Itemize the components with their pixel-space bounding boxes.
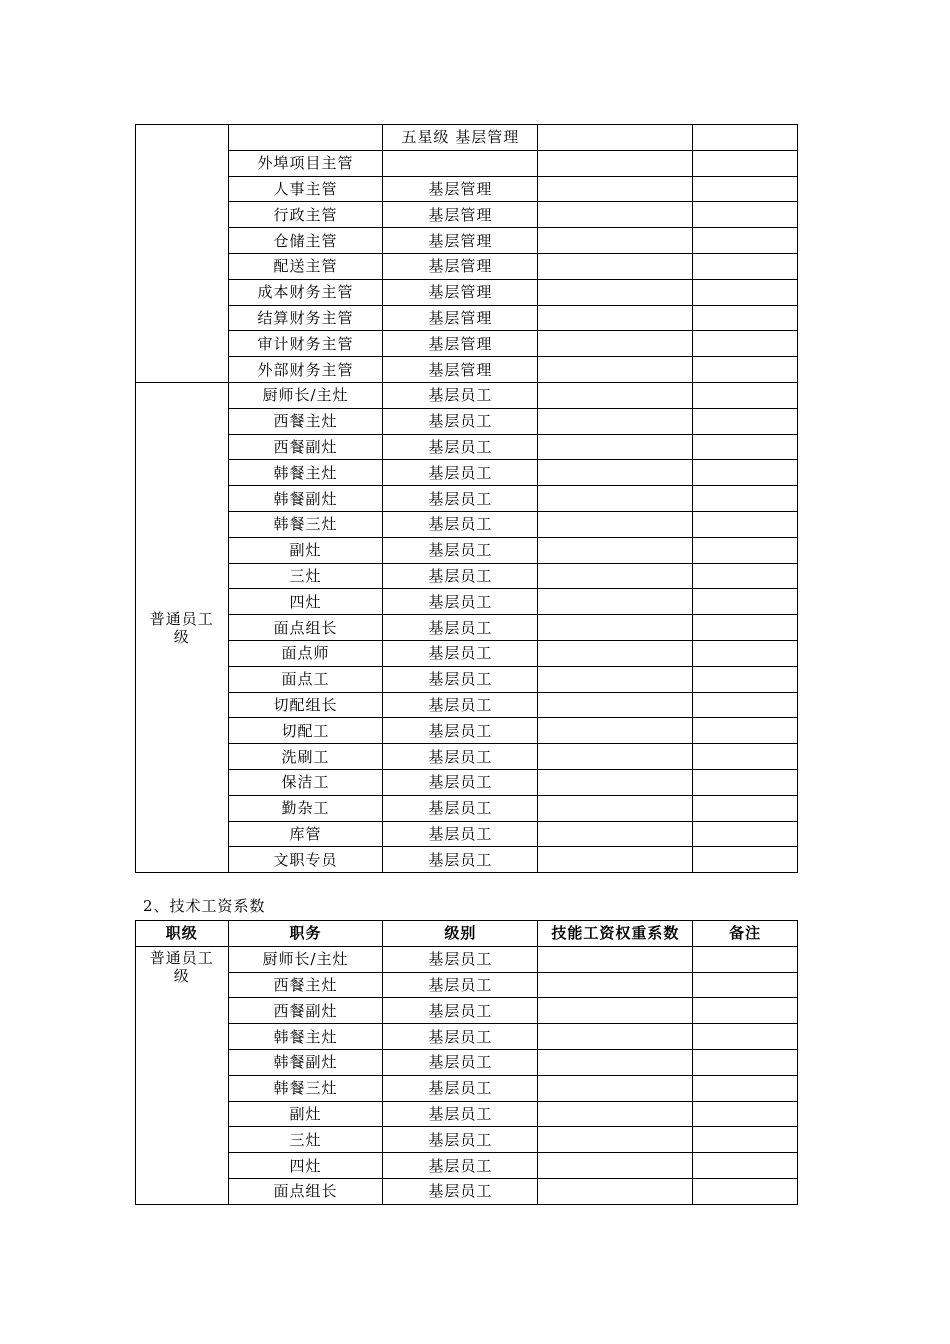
note-cell	[693, 795, 798, 821]
coefficient-cell	[538, 1178, 693, 1204]
grade-cell: 基层员工	[383, 589, 538, 615]
grade-cell: 基层员工	[383, 1075, 538, 1101]
header-note: 备注	[693, 921, 798, 947]
coefficient-cell	[538, 176, 693, 202]
table-row	[136, 1178, 798, 1204]
coefficient-cell	[538, 408, 693, 434]
table-row	[136, 744, 798, 770]
coefficient-cell	[538, 972, 693, 998]
grade-cell: 基层员工	[383, 946, 538, 972]
table-row	[136, 331, 798, 357]
table-row	[136, 486, 798, 512]
header-level: 职级	[136, 921, 229, 947]
grade-cell: 基层员工	[383, 382, 538, 408]
duty-cell: 勤杂工	[228, 795, 383, 821]
duty-cell: 西餐主灶	[228, 972, 383, 998]
note-cell	[693, 382, 798, 408]
table-row	[136, 357, 798, 383]
table-row	[136, 821, 798, 847]
note-cell	[693, 408, 798, 434]
duty-cell: 韩餐副灶	[228, 486, 383, 512]
table-row	[136, 795, 798, 821]
coefficient-cell	[538, 460, 693, 486]
duty-cell: 三灶	[228, 1127, 383, 1153]
table-row	[136, 460, 798, 486]
note-cell	[693, 331, 798, 357]
coefficient-cell	[538, 769, 693, 795]
note-cell	[693, 1049, 798, 1075]
note-cell	[693, 1153, 798, 1179]
grade-cell: 基层员工	[383, 795, 538, 821]
table-row	[136, 692, 798, 718]
table-row	[136, 946, 798, 972]
table-row	[136, 1024, 798, 1050]
note-cell	[693, 744, 798, 770]
duty-cell: 韩餐三灶	[228, 1075, 383, 1101]
note-cell	[693, 998, 798, 1024]
duty-cell: 切配工	[228, 718, 383, 744]
note-cell	[693, 305, 798, 331]
grade-cell: 基层员工	[383, 1101, 538, 1127]
coefficient-cell	[538, 847, 693, 873]
coefficient-cell	[538, 1024, 693, 1050]
grade-cell: 基层员工	[383, 1024, 538, 1050]
technical-salary-table-body	[136, 946, 798, 1204]
grade-cell: 基层员工	[383, 563, 538, 589]
note-cell	[693, 150, 798, 176]
coefficient-cell	[538, 563, 693, 589]
table-row	[136, 972, 798, 998]
duty-cell: 西餐副灶	[228, 434, 383, 460]
coefficient-cell	[538, 331, 693, 357]
salary-level-table-body	[136, 125, 798, 873]
grade-cell: 基层员工	[383, 744, 538, 770]
coefficient-cell	[538, 1049, 693, 1075]
duty-cell: 外埠项目主管	[228, 150, 383, 176]
table-row	[136, 176, 798, 202]
grade-cell: 基层员工	[383, 537, 538, 563]
duty-cell: 外部财务主管	[228, 357, 383, 383]
grade-cell: 基层员工	[383, 718, 538, 744]
table-row	[136, 718, 798, 744]
table-row	[136, 253, 798, 279]
grade-cell	[383, 150, 538, 176]
table-row	[136, 769, 798, 795]
coefficient-cell	[538, 821, 693, 847]
duty-cell: 韩餐副灶	[228, 1049, 383, 1075]
duty-cell: 结算财务主管	[228, 305, 383, 331]
coefficient-cell	[538, 150, 693, 176]
note-cell	[693, 460, 798, 486]
note-cell	[693, 1024, 798, 1050]
coefficient-cell	[538, 486, 693, 512]
table-row	[136, 615, 798, 641]
duty-cell: 三灶	[228, 563, 383, 589]
table-row	[136, 998, 798, 1024]
duty-cell: 库管	[228, 821, 383, 847]
note-cell	[693, 357, 798, 383]
coefficient-cell	[538, 744, 693, 770]
duty-cell: 西餐主灶	[228, 408, 383, 434]
duty-cell: 厨师长/主灶	[228, 382, 383, 408]
table-row	[136, 279, 798, 305]
header-coefficient: 技能工资权重系数	[538, 921, 693, 947]
coefficient-cell	[538, 305, 693, 331]
table-row	[136, 202, 798, 228]
note-cell	[693, 253, 798, 279]
note-cell	[693, 821, 798, 847]
duty-cell: 韩餐主灶	[228, 1024, 383, 1050]
grade-cell: 基层员工	[383, 615, 538, 641]
coefficient-cell	[538, 228, 693, 254]
table-row	[136, 150, 798, 176]
table-row	[136, 1127, 798, 1153]
note-cell	[693, 202, 798, 228]
duty-cell: 四灶	[228, 1153, 383, 1179]
table-row	[136, 563, 798, 589]
salary-level-table	[135, 124, 798, 873]
grade-cell: 基层员工	[383, 408, 538, 434]
duty-cell: 审计财务主管	[228, 331, 383, 357]
coefficient-cell	[538, 357, 693, 383]
note-cell	[693, 718, 798, 744]
table-row	[136, 1049, 798, 1075]
duty-cell: 仓储主管	[228, 228, 383, 254]
note-cell	[693, 946, 798, 972]
note-cell	[693, 1101, 798, 1127]
note-cell	[693, 228, 798, 254]
note-cell	[693, 511, 798, 537]
level-cell: 普通员工级	[136, 382, 229, 872]
duty-cell: 面点工	[228, 666, 383, 692]
duty-cell: 四灶	[228, 589, 383, 615]
grade-cell: 基层员工	[383, 1127, 538, 1153]
note-cell	[693, 486, 798, 512]
note-cell	[693, 615, 798, 641]
duty-cell: 切配组长	[228, 692, 383, 718]
grade-cell: 基层管理	[383, 253, 538, 279]
coefficient-cell	[538, 1153, 693, 1179]
table-row	[136, 434, 798, 460]
coefficient-cell	[538, 1101, 693, 1127]
coefficient-cell	[538, 434, 693, 460]
table-row	[136, 537, 798, 563]
note-cell	[693, 666, 798, 692]
table-row	[136, 228, 798, 254]
table-row	[136, 589, 798, 615]
duty-cell: 文职专员	[228, 847, 383, 873]
grade-cell: 基层管理	[383, 331, 538, 357]
technical-salary-table	[135, 920, 798, 1205]
table-row	[136, 1153, 798, 1179]
grade-cell: 基层员工	[383, 998, 538, 1024]
grade-cell: 五星级 基层管理	[383, 125, 538, 151]
coefficient-cell	[538, 718, 693, 744]
header-duty: 职务	[228, 921, 383, 947]
section-heading: 2、技术工资系数	[143, 897, 266, 915]
coefficient-cell	[538, 1127, 693, 1153]
coefficient-cell	[538, 946, 693, 972]
grade-cell: 基层管理	[383, 228, 538, 254]
duty-cell: 洗刷工	[228, 744, 383, 770]
table-row	[136, 640, 798, 666]
grade-cell: 基层员工	[383, 1153, 538, 1179]
duty-cell: 韩餐主灶	[228, 460, 383, 486]
duty-cell: 韩餐三灶	[228, 511, 383, 537]
note-cell	[693, 434, 798, 460]
table-row	[136, 125, 798, 151]
grade-cell: 基层员工	[383, 972, 538, 998]
coefficient-cell	[538, 537, 693, 563]
note-cell	[693, 847, 798, 873]
note-cell	[693, 563, 798, 589]
duty-cell: 副灶	[228, 537, 383, 563]
table-row	[136, 511, 798, 537]
note-cell	[693, 692, 798, 718]
coefficient-cell	[538, 640, 693, 666]
grade-cell: 基层员工	[383, 692, 538, 718]
duty-cell: 副灶	[228, 1101, 383, 1127]
coefficient-cell	[538, 1075, 693, 1101]
coefficient-cell	[538, 279, 693, 305]
header-grade: 级别	[383, 921, 538, 947]
coefficient-cell	[538, 125, 693, 151]
duty-cell: 厨师长/主灶	[228, 946, 383, 972]
note-cell	[693, 1178, 798, 1204]
note-cell	[693, 769, 798, 795]
grade-cell: 基层管理	[383, 202, 538, 228]
table-row	[136, 666, 798, 692]
grade-cell: 基层员工	[383, 666, 538, 692]
coefficient-cell	[538, 253, 693, 279]
grade-cell: 基层管理	[383, 279, 538, 305]
duty-cell: 成本财务主管	[228, 279, 383, 305]
coefficient-cell	[538, 589, 693, 615]
grade-cell: 基层管理	[383, 176, 538, 202]
note-cell	[693, 279, 798, 305]
coefficient-cell	[538, 511, 693, 537]
grade-cell: 基层员工	[383, 486, 538, 512]
note-cell	[693, 589, 798, 615]
note-cell	[693, 1127, 798, 1153]
level-cell: 普通员工级	[136, 946, 229, 1204]
table-row	[136, 1075, 798, 1101]
duty-cell: 人事主管	[228, 176, 383, 202]
coefficient-cell	[538, 202, 693, 228]
coefficient-cell	[538, 998, 693, 1024]
level-cell	[136, 125, 229, 383]
table-row	[136, 305, 798, 331]
duty-cell: 行政主管	[228, 202, 383, 228]
note-cell	[693, 537, 798, 563]
grade-cell: 基层员工	[383, 460, 538, 486]
grade-cell: 基层员工	[383, 1049, 538, 1075]
grade-cell: 基层员工	[383, 821, 538, 847]
duty-cell: 保洁工	[228, 769, 383, 795]
table-row	[136, 847, 798, 873]
table-row	[136, 1101, 798, 1127]
table-row	[136, 382, 798, 408]
grade-cell: 基层员工	[383, 511, 538, 537]
grade-cell: 基层员工	[383, 640, 538, 666]
grade-cell: 基层管理	[383, 357, 538, 383]
duty-cell: 西餐副灶	[228, 998, 383, 1024]
note-cell	[693, 1075, 798, 1101]
note-cell	[693, 972, 798, 998]
coefficient-cell	[538, 382, 693, 408]
coefficient-cell	[538, 666, 693, 692]
grade-cell: 基层员工	[383, 847, 538, 873]
table-row	[136, 408, 798, 434]
duty-cell: 面点组长	[228, 1178, 383, 1204]
coefficient-cell	[538, 692, 693, 718]
note-cell	[693, 176, 798, 202]
grade-cell: 基层员工	[383, 434, 538, 460]
grade-cell: 基层员工	[383, 1178, 538, 1204]
table-header-row	[136, 921, 798, 947]
duty-cell: 面点师	[228, 640, 383, 666]
note-cell	[693, 640, 798, 666]
coefficient-cell	[538, 615, 693, 641]
duty-cell: 配送主管	[228, 253, 383, 279]
note-cell	[693, 125, 798, 151]
grade-cell: 基层员工	[383, 769, 538, 795]
coefficient-cell	[538, 795, 693, 821]
duty-cell	[228, 125, 383, 151]
duty-cell: 面点组长	[228, 615, 383, 641]
grade-cell: 基层管理	[383, 305, 538, 331]
